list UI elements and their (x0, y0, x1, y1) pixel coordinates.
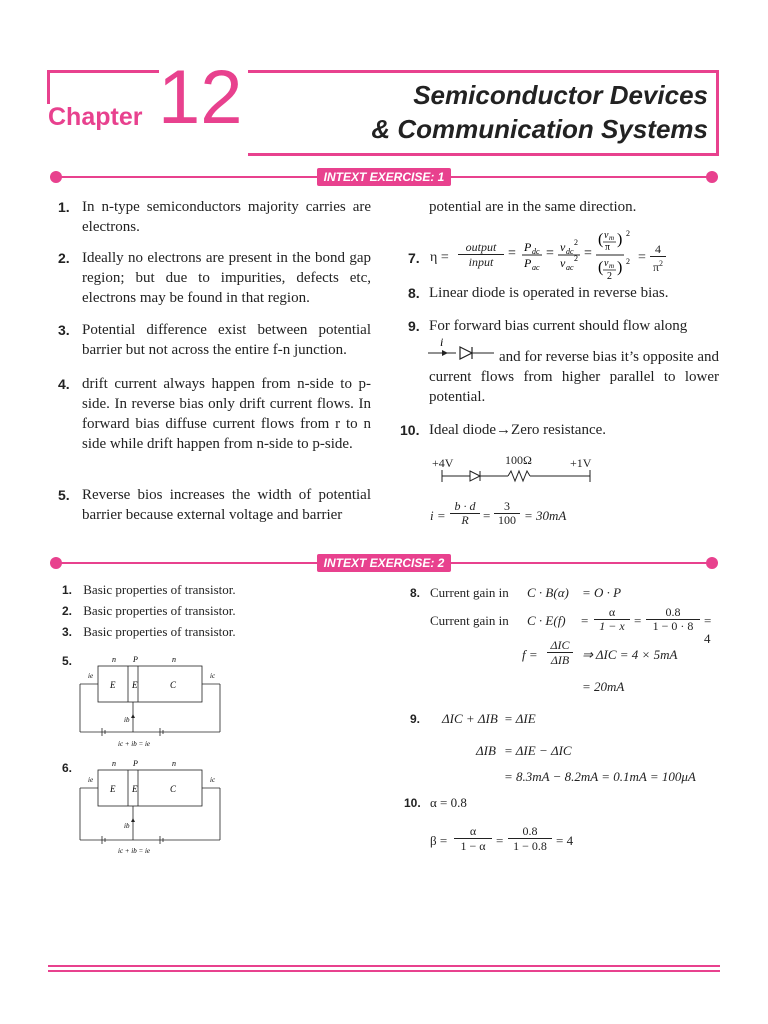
ex1-item-2-text: Ideally no electrons are present in the bond gap region; but due to impurities, defects etc, electrons may be found in that region. (82, 250, 371, 306)
footer-rule-2 (48, 970, 720, 972)
svg-text:ac: ac (532, 263, 540, 272)
svg-text:): ) (617, 259, 623, 276)
svg-text:=: = (508, 246, 516, 261)
ex1-item-10-text: Ideal diode→Zero resistance. (429, 422, 607, 438)
ex1-item-4: 4. drift current always happen from n-side to p-side. In reverse bias only drift current flows. In forward bias diffuse current flows from r to n side while drift happen from n-side to p-side. (58, 376, 371, 452)
ex2-item-1: 1. Basic properties of transistor. (62, 582, 236, 597)
header-frame-right-side (716, 70, 719, 156)
svg-text:E: E (132, 784, 138, 794)
eta-symbol: η = (430, 250, 449, 265)
current-formula: i = b · d R = 3 100 = 30mA (430, 499, 567, 527)
svg-text:=: = (584, 246, 592, 261)
svg-text:dc: dc (566, 247, 574, 256)
svg-text:ib: ib (124, 822, 130, 830)
ex2-item-10-line1: 10. α = 0.8 (404, 795, 467, 810)
svg-text:P: P (524, 240, 532, 254)
svg-text:C: C (170, 784, 177, 794)
ex1-item-9-text-a: For forward bias current should flow along (429, 318, 688, 334)
exercise1-label: INTEXT EXERCISE: 1 (317, 168, 451, 186)
transistor-diagram-6 (78, 756, 248, 856)
ex2-item-9-line1: 9. ΔIC + ΔIB = ΔIE (410, 711, 536, 726)
ex2-fig5-number: 5. (62, 654, 73, 668)
ex2-fig6-number: 6. (62, 761, 73, 775)
svg-text:2: 2 (607, 271, 612, 282)
svg-text:2: 2 (574, 254, 578, 263)
svg-text:ie: ie (88, 776, 94, 784)
svg-text:P: P (524, 256, 532, 270)
chapter-title-line1: Semiconductor Devices (413, 80, 708, 110)
ex2-item-10-line2: β = α 1 − α = 0.8 1 − 0.8 = 4 (430, 824, 574, 853)
ex2-item-8-line1: 8. Current gain in C · B(α) = O · P (410, 585, 622, 600)
chapter-title-line2: & Communication Systems (371, 114, 708, 144)
svg-text:=: = (546, 246, 554, 261)
ex1-item-5-text: Reverse bios increases the width of potential barrier because external voltage and barrier (82, 487, 371, 523)
svg-text:P: P (133, 759, 138, 768)
bar-dot-right (706, 557, 718, 569)
ex1-item-4-text: drift current always happen from n-side to p-side. In reverse bias only drift current flows. In forward bias diffuse current flows from r to n side while drift happen from n-side to p-side. (82, 376, 371, 452)
svg-text:ie: ie (88, 672, 94, 680)
footer-rule-1 (48, 965, 720, 967)
svg-text:m: m (609, 234, 615, 242)
svg-text:2: 2 (626, 229, 630, 238)
power-exponents-svg (626, 226, 638, 286)
svg-text:E: E (132, 680, 138, 690)
svg-text:ic + ib = ie: ic + ib = ie (118, 847, 150, 855)
svg-text:π: π (605, 242, 611, 253)
transistor-diagram-5 (78, 652, 248, 752)
header-frame-right-bottom (248, 153, 719, 156)
ex1-item-9-text-b: and for reverse bias it’s opposite and current flows from higher parallel to lower potential. (429, 349, 719, 405)
circuit-right-voltage: +1V (570, 456, 592, 470)
ex2-item-9-line3: = 8.3mA − 8.2mA = 0.1mA = 100μA (504, 769, 696, 784)
svg-text:v: v (560, 240, 566, 254)
ex1-item-3-text: Potential difference exist between potential barrier but not across the entire f-n junction. (82, 322, 371, 358)
svg-text:ac: ac (566, 263, 574, 272)
efficiency-formula-svg (504, 226, 624, 286)
header-frame-right-top (248, 70, 719, 73)
svg-text:n: n (172, 655, 176, 664)
svg-text:v: v (604, 230, 609, 241)
svg-text:m: m (609, 262, 615, 270)
svg-text:ic: ic (210, 672, 216, 680)
efficiency-result: 4 $\pi^2$ (650, 242, 666, 274)
ex1-item-1: 1. In n-type semiconductors majority carries are electrons. (58, 199, 371, 235)
ex1-item-8-text: Linear diode is operated in reverse bias. (429, 285, 669, 301)
header-frame-left-side (47, 70, 50, 104)
ex2-item-8-line4: = 20mA (582, 679, 625, 694)
svg-text:dc: dc (532, 247, 540, 256)
efficiency-fraction: output input (458, 240, 504, 269)
svg-text:(: ( (598, 231, 604, 248)
ex2-item-8-line3: f = ΔIC ΔIB ⇒ ΔIC = 4 × 5mA (522, 638, 678, 667)
ex1-item-1-text: In n-type semiconductors majority carries are electrons. (82, 199, 371, 235)
ex1-item-7: 7. η = output input = P dc P ac = v dc 2 v ac 2 = ( v m π ) ( v m 2 ) 2 2 = 4 $\pi^2$ (408, 226, 718, 284)
svg-text:v: v (560, 256, 566, 270)
ex2-item-9-line2: ΔIB = ΔIE − ΔIC (476, 743, 572, 758)
svg-text:n: n (112, 655, 116, 664)
ex2-item-3: 3. Basic properties of transistor. (62, 624, 236, 639)
ex2-item-8-line2: Current gain in C · E(f) = α 1 − x = 0.8 1 − 0 · 8 = 4 (430, 605, 712, 646)
svg-text:n: n (172, 759, 176, 768)
ex1-item-10: 10. Ideal diode→Zero resistance. (400, 420, 720, 440)
svg-text:ic: ic (210, 776, 216, 784)
svg-text:C: C (170, 680, 177, 690)
ex1-item-9: 9. For forward bias current should flow along (408, 316, 720, 336)
svg-text:E: E (110, 784, 116, 794)
chapter-number: 12 (158, 55, 243, 140)
header-frame-left-top (47, 70, 159, 73)
ex1-item-2: 2. Ideally no electrons are present in the bond gap region; but due to impurities, defects etc, electrons may be found in that region. (58, 250, 371, 306)
chapter-word: Chapter (48, 103, 143, 131)
svg-text:v: v (604, 258, 609, 269)
bar-dot-right (706, 171, 718, 183)
ex1-item-3: 3. Potential difference exist between potential barrier but not across the entire f-n junction. (58, 322, 371, 358)
svg-text:ic + ib = ie: ic + ib = ie (118, 740, 150, 748)
svg-text:n: n (112, 759, 116, 768)
svg-text:2: 2 (574, 238, 578, 247)
svg-text:ib: ib (124, 716, 130, 724)
circuit-left-voltage: +4V (432, 456, 454, 470)
exercise2-label: INTEXT EXERCISE: 2 (317, 554, 451, 572)
svg-text:E: E (110, 680, 116, 690)
svg-text:i: i (440, 336, 444, 349)
svg-text:(: ( (598, 259, 604, 276)
ex1-item-5: 5. Reverse bios increases the width of potential barrier because external voltage and barrier (58, 487, 371, 523)
diode-resistor-circuit (440, 466, 600, 486)
circuit-resistor-value: 100Ω (505, 453, 532, 467)
svg-text:2: 2 (626, 257, 630, 266)
svg-text:): ) (617, 231, 623, 248)
ex1-item-8: 8. Linear diode is operated in reverse bias. (408, 283, 720, 303)
ex1-item-5-continuation: potential are in the same direction. (429, 199, 637, 215)
svg-text:P: P (133, 655, 138, 664)
ex2-item-2: 2. Basic properties of transistor. (62, 603, 236, 618)
